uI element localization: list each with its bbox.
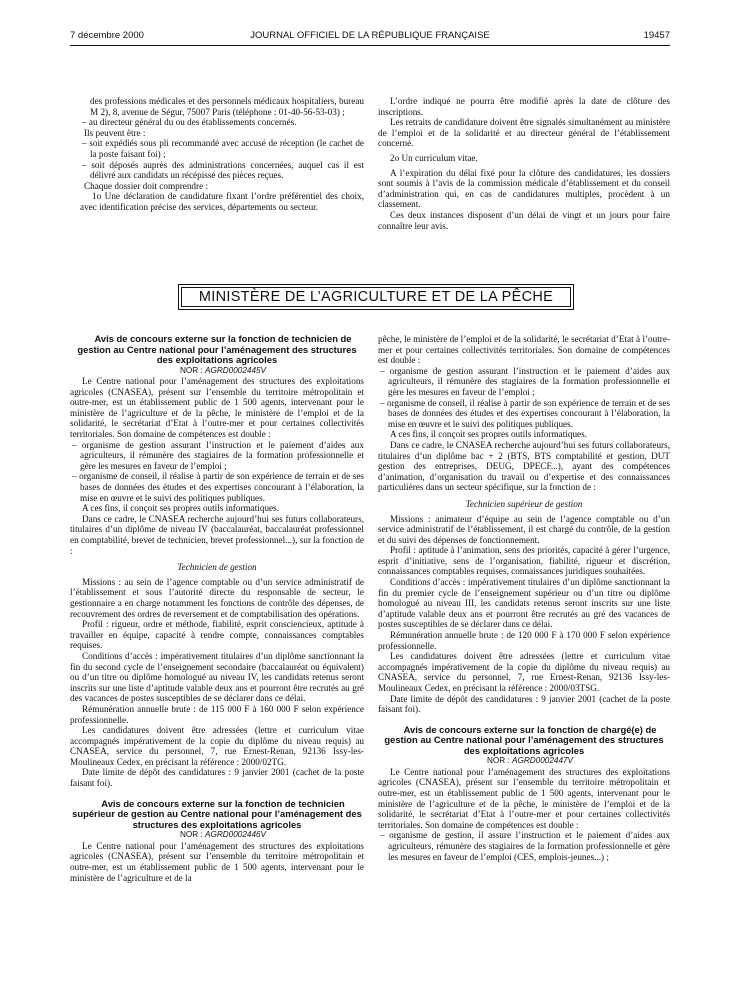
header-rule bbox=[70, 45, 670, 46]
paragraph: Le Centre national pour l’aménagement des structures des exploitations agricoles (CNASEA), présent sur l’ensemble du territoire métropolitain et outre-mer, est un établissement public de 1 500 agents, intervenant pour le ministère de l’agriculture et de la pêche, le ministère de l’emploi et de la solidarité, le secrétariat d’Etat à l’outre-mer et pour certaines collectivités territoriales. Son domaine de compétences est double : bbox=[70, 376, 364, 440]
list-item: – organisme de gestion assurant l’instruction et le paiement d’aides aux agriculteurs, il rémunère des stagiaires de la formation professionnelle et gère les mesures en faveur de l’emploi ; bbox=[380, 365, 670, 397]
notice2-subtitle: Technicien supérieur de gestion bbox=[465, 498, 583, 509]
paragraph: 1o Une déclaration de candidature fixant l’ordre préférentiel des choix, avec identification précise des services, départements ou secteur. bbox=[80, 191, 364, 212]
header-page-number: 19457 bbox=[643, 30, 670, 41]
paragraph: Ces deux instances disposent d’un délai de vingt et un jours pour faire connaître leur avis. bbox=[378, 209, 670, 231]
paragraph: Date limite de dépôt des candidatures : 9 janvier 2001 (cachet de la poste faisant foi). bbox=[378, 693, 670, 715]
notice1-nor: NOR : AGRD0002445V bbox=[179, 365, 267, 375]
left-column bbox=[70, 334, 364, 883]
notice2-nor: NOR : AGRD0002446V bbox=[179, 830, 267, 840]
list-item: – soit déposés auprès des administrations concernées, auquel cas il est délivré aux candidats un récépissé des pièces reçues. bbox=[82, 159, 364, 181]
paragraph: A ces fins, il conçoit ses propres outils informatiques. bbox=[82, 503, 279, 514]
paragraph: 2o Un curriculum vitae. bbox=[390, 152, 478, 163]
notice3-title: Avis de concours externe sur la fonction de chargé(e) de gestion au Centre national pour l’aménagement des structures des exploitations agricoles bbox=[384, 723, 664, 756]
paragraph: Rémunération annuelle brute : de 120 000 F à 170 000 F selon expérience professionnelle. bbox=[378, 630, 670, 651]
notice1-subtitle: Technicien de gestion bbox=[177, 562, 257, 573]
running-header bbox=[70, 30, 670, 44]
paragraph: A l’expiration du délai fixé pour la clôture des candidatures, les dossiers sont soumis à l’avis de la commission médicale d’établissement et du conseil d’administration qui, en cas de candidatures multiples, procèdent à un classement. bbox=[378, 167, 670, 210]
paragraph: L’ordre indiqué ne pourra être modifié après la date de clôture des inscriptions. bbox=[378, 96, 670, 117]
paragraph: Ils peuvent être : bbox=[84, 127, 146, 138]
paragraph: A ces fins, il conçoit ses propres outils informatiques. bbox=[390, 429, 587, 440]
paragraph: Profil : aptitude à l’animation, sens des priorités, capacité à gérer l’urgence, esprit d’initiative, sens de l’organisation, fiabilité, rigueur et discrétion, connaissances comptables requises, connaissances juridiques souhaitées. bbox=[378, 545, 670, 577]
list-item: – organisme de conseil, il réalise à partir de son expérience de terrain et de ses bases de données des études et des expertises concourant à l’élaboration, la mise en œuvre et le suivi des politiques publiques. bbox=[72, 471, 364, 503]
ministry-heading bbox=[178, 284, 574, 310]
right-column bbox=[378, 334, 670, 862]
paragraph: Les retraits de candidature doivent être signalés simultanément au ministère de l’emploi et de la solidarité et au directeur général de l’établissement concerné. bbox=[378, 117, 670, 149]
list-item: – soit expédiés sous pli recommandé avec accusé de réception (le cachet de la poste faisant foi) ; bbox=[82, 138, 364, 159]
notice1-title: Avis de concours externe sur la fonction de technicien de gestion au Centre national pour l’aménagement des structures des exploitations agricoles bbox=[77, 333, 357, 365]
paragraph: Dans ce cadre, le CNASEA recherche aujourd’hui ses futurs collaborateurs, titulaires d’un diplôme bac + 2 (BTS, BTS comptabilité et gestion, DUT gestion des entreprises, DEUG, DPECF...), ayant des compétences d’animation, d’organisation du travail ou d’expertise et des connaissances particulières dans un secteur spécifique, sur la fonction de : bbox=[378, 439, 670, 493]
list-item: – organisme de gestion assurant l’instruction et le paiement d’aides aux agriculteurs, il rémunère des stagiaires de la formation professionnelle et gère les mesures en faveur de l’emploi ; bbox=[72, 439, 364, 471]
paragraph: pêche, le ministère de l’emploi et de la solidarité, le secrétariat d’Etat à l’outre-mer et pour certaines collectivités territoriales. Son domaine de compétences est double : bbox=[378, 334, 670, 366]
list-item: – au directeur général du ou des établissements concernés. bbox=[82, 117, 297, 128]
paragraph: Profil : rigueur, ordre et méthode, fiabilité, esprit consciencieux, aptitude à travailler en équipe, capacité à rendre compte, connaissances comptables requises. bbox=[70, 619, 364, 651]
ministry-heading-text: MINISTÈRE DE L’AGRICULTURE ET DE LA PÊCHE bbox=[198, 289, 554, 305]
header-date: 7 décembre 2000 bbox=[70, 30, 144, 41]
paragraph: Chaque dossier doit comprendre : bbox=[84, 180, 208, 191]
list-item: – organisme de conseil, il réalise à partir de son expérience de terrain et de ses bases de données des études et des expertises concourant à l’élaboration, la mise en œuvre et le suivi des politiques publiques. bbox=[380, 397, 670, 429]
paragraph: Missions : animateur d’équipe au sein de l’agence comptable ou d’un service administratif de l’établissement, il est chargé du contrôle, de la gestion et du suivi des dépenses de fonctionnement. bbox=[378, 513, 670, 545]
paragraph: Conditions d’accès : impérativement titulaires d’un diplôme sanctionnant la fin du second cycle de l’enseignement secondaire (baccalauréat ou équivalent) ou d’un titre ou diplôme homologué au niveau IV, les candidats retenus seront inscrits sur une liste d’aptitude valable deux ans et pourront être recrutés au gré des vacances de postes susceptibles de se déclarer dans ce délai. bbox=[70, 650, 364, 704]
paragraph: Date limite de dépôt des candidatures : 9 janvier 2001 (cachet de la poste faisant foi). bbox=[70, 767, 364, 789]
paragraph: Missions : au sein de l’agence comptable ou d’un service administratif de l’établissement et sous l’autorité directe du responsable de secteur, le gestionnaire a en charge notamment les fonctions de contrôle des dépenses, de recouvrement des ordres de reversement et de comptabilisation des opérations. bbox=[70, 576, 364, 619]
list-item: – organisme de gestion, il assure l’instruction et le paiement d’aides aux agriculteurs, rémunère des stagiaires de la formation professionnelle et gère les mesures en faveur de l’emploi (CES, emplois-jeunes...) ; bbox=[380, 830, 670, 862]
paragraph: Rémunération annuelle brute : de 115 000 F à 160 000 F selon expérience professionnelle. bbox=[70, 703, 364, 725]
header-journal-title: JOURNAL OFFICIEL DE LA RÉPUBLIQUE FRANÇAISE bbox=[250, 30, 490, 41]
paragraph: des professions médicales et des personnels médicaux hospitaliers, bureau M 2), 8, avenue de Ségur, 75007 Paris (téléphone : 01-40-56-53-03) ; bbox=[90, 96, 364, 117]
top-left-column bbox=[80, 96, 364, 213]
paragraph: Les candidatures doivent être adressées (lettre et curriculum vitae accompagnés impérativement de la copie du diplôme du niveau requis) au CNASEA, service du personnel, 7, rue Ernest-Renan, 92136 Issy-les-Moulineaux Cedex, en précisant la référence : 2000/02TG. bbox=[70, 725, 364, 767]
notice3-nor: NOR : AGRD0002447V bbox=[486, 756, 574, 766]
paragraph: Les candidatures doivent être adressées (lettre et curriculum vitae accompagnés impérativement de la copie du diplôme du niveau requis) au CNASEA, service du personnel, 7, rue Ernest-Renan, 92136 Issy-les-Moulineaux Cedex, en précisant la référence : 2000/03TSG. bbox=[378, 651, 670, 693]
paragraph: Dans ce cadre, le CNASEA recherche aujourd’hui ses futurs collaborateurs, titulaires d’un diplôme de niveau IV (baccalauréat, baccalauréat professionnel en comptabilité, brevet de technicien, brevet professionnel...), sur la fonction de : bbox=[70, 513, 364, 556]
top-right-column bbox=[378, 96, 670, 231]
paragraph: Le Centre national pour l’aménagement des structures des exploitations agricoles (CNASEA), présent sur l’ensemble du territoire métropolitain et outre-mer, est un établissement public de 1 500 agents, intervenant pour le ministère de l’agriculture et de la bbox=[70, 840, 364, 883]
paragraph: Conditions d’accès : impérativement titulaires d’un diplôme sanctionnant la fin du premier cycle de l’enseignement supérieur ou d’un titre ou diplôme homologué au niveau III, les candidats retenus seront inscrits sur une liste d’aptitude valable deux ans et pourront être recrutés au gré des vacances de postes susceptibles de se déclarer dans ce délai. bbox=[378, 577, 670, 630]
notice2-title: Avis de concours externe sur la fonction de technicien supérieur de gestion au Centre national pour l’aménagement des structures des exploitations agricoles bbox=[72, 797, 362, 830]
paragraph: Le Centre national pour l’aménagement des structures des exploitations agricoles (CNASEA), présent sur l’ensemble du territoire métropolitain et outre-mer, est un établissement public de 1 500 agents, intervenant pour le ministère de l’agriculture et de la pêche, le ministère de l’emploi et de la solidarité, le secrétariat d’Etat à l’outre-mer et pour certaines collectivités territoriales. Son domaine de compétences est double : bbox=[378, 766, 670, 830]
